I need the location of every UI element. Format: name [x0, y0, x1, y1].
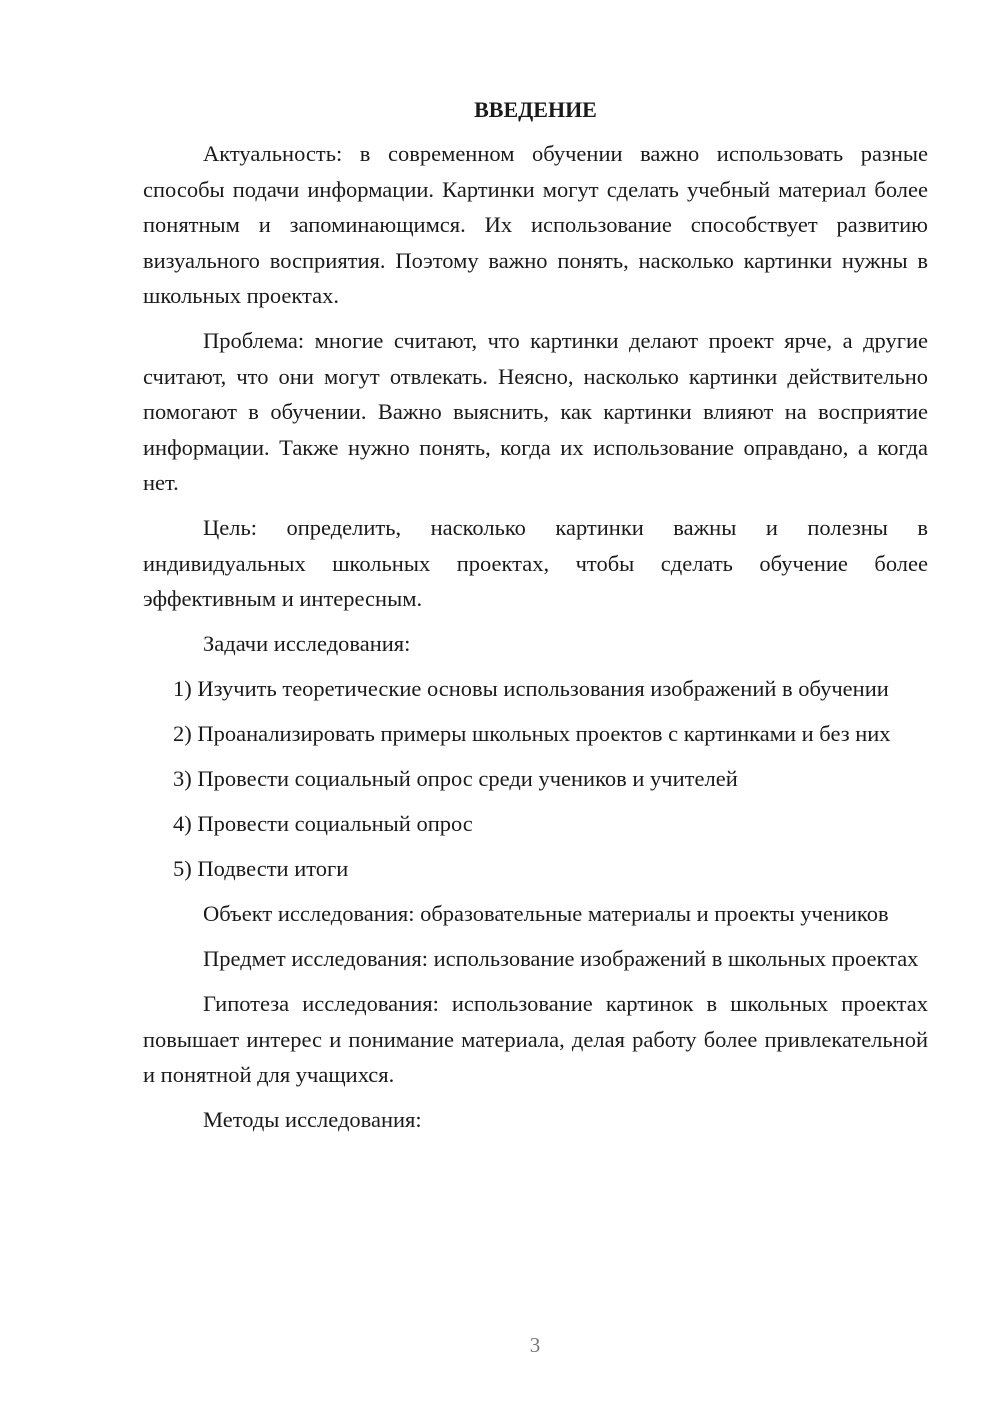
task-item: 2) Проанализировать примеры школьных проектов с картинками и без них: [173, 721, 891, 746]
goal-paragraph: Цель: определить, насколько картинки важны и полезны в индивидуальных школьных проектах, чтобы сделать обучение более эффективным и интересным.: [143, 515, 928, 611]
task-item: 3) Провести социальный опрос среди учеников и учителей: [173, 766, 738, 791]
object-paragraph: Объект исследования: образовательные материалы и проекты учеников: [203, 901, 889, 926]
section-heading: ВВЕДЕНИЕ: [474, 97, 597, 122]
page-number: 3: [529, 1333, 541, 1357]
task-item: 1) Изучить теоретические основы использования изображений в обучении: [173, 676, 889, 701]
task-item: 5) Подвести итоги: [173, 856, 349, 881]
tasks-heading: Задачи исследования:: [203, 631, 411, 656]
task-item: 4) Провести социальный опрос: [173, 811, 473, 836]
document-page: [143, 92, 928, 1147]
hypothesis-paragraph: Гипотеза исследования: использование картинок в школьных проектах повышает интерес и понимание материала, делая работу более привлекательной и понятной для учащихся.: [143, 991, 928, 1087]
subject-paragraph: Предмет исследования: использование изображений в школьных проектах: [203, 946, 919, 971]
problem-paragraph: Проблема: многие считают, что картинки делают проект ярче, а другие считают, что они могут отвлекать. Неясно, насколько картинки действительно помогают в обучении. Важно выяснить, как картинки влияют на восприятие информации. Также нужно понять, когда их использование оправдано, а когда нет.: [143, 328, 928, 495]
relevance-paragraph: Актуальность: в современном обучении важно использовать разные способы подачи информации. Картинки могут сделать учебный материал более понятным и запоминающимся. Их использование способствует развитию визуального восприятия. Поэтому важно понять, насколько картинки нужны в школьных проектах.: [143, 141, 928, 308]
methods-heading: Методы исследования:: [203, 1107, 422, 1132]
